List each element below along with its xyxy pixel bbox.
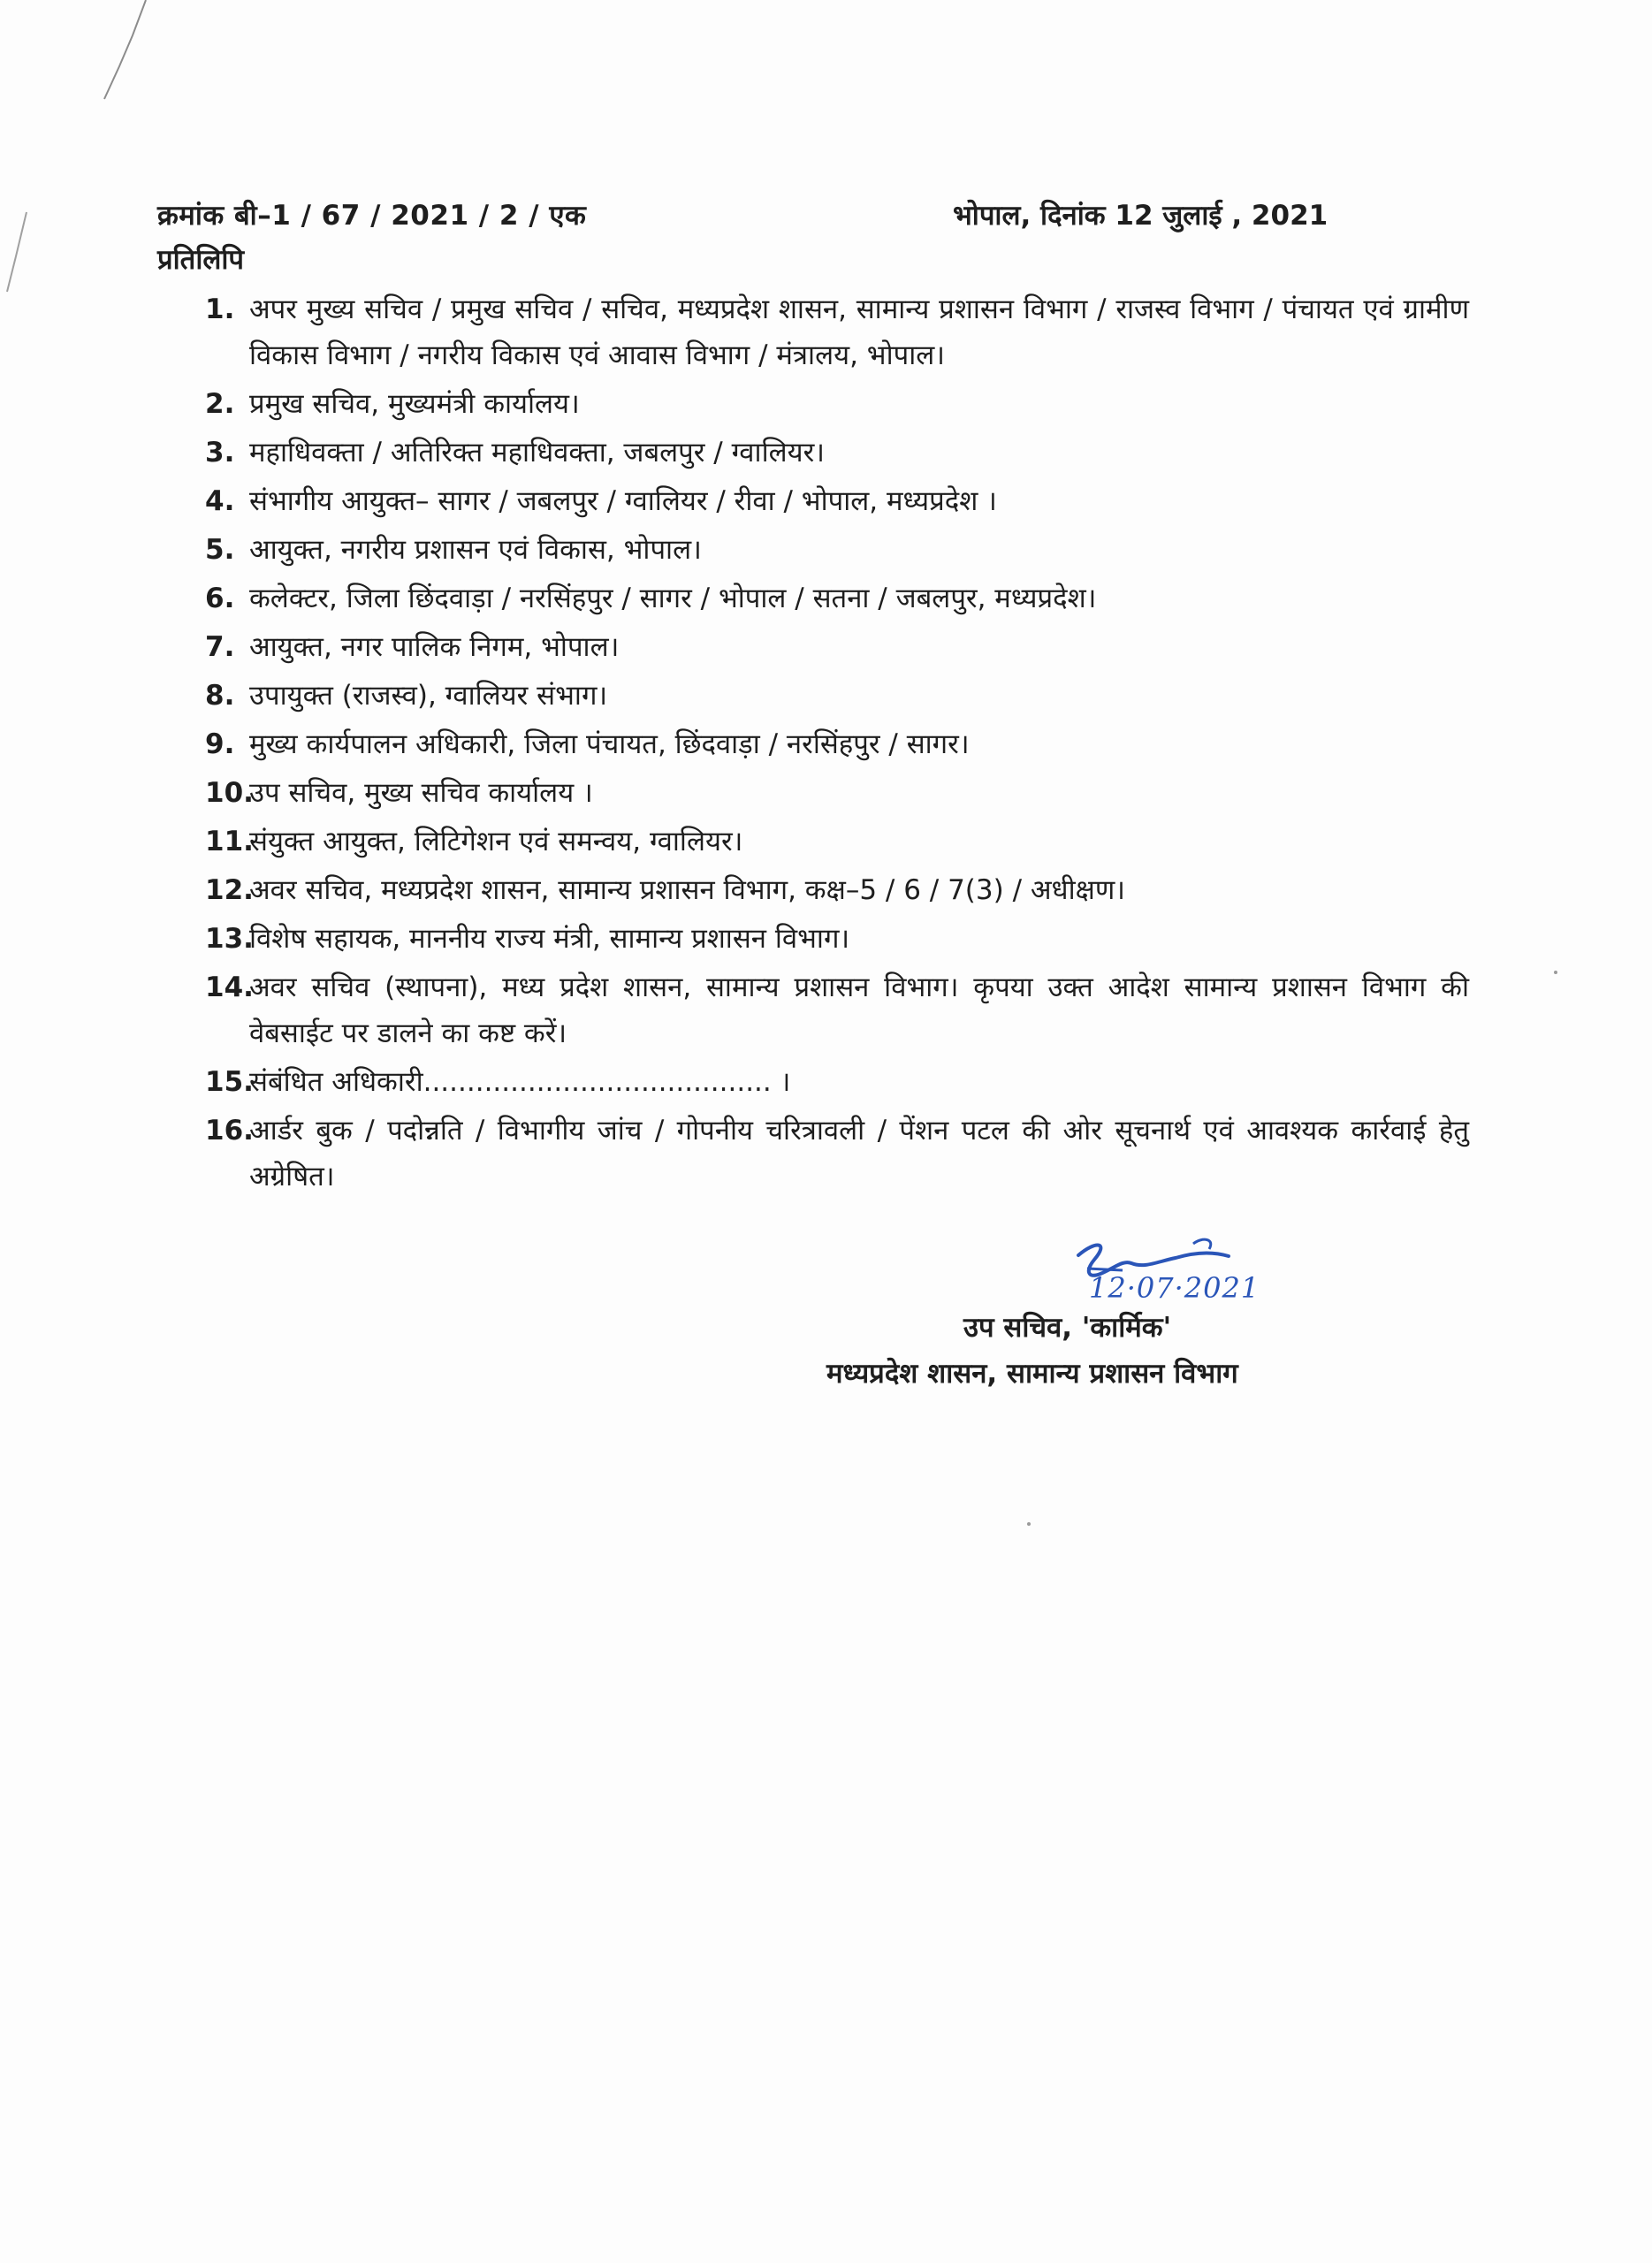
list-item — [205, 819, 1469, 865]
reference-number: क्रमांक बी–1 / 67 / 2021 / 2 / एक — [157, 200, 587, 232]
signatory-department: मध्यप्रदेश शासन, सामान्य प्रशासन विभाग — [826, 1358, 1238, 1390]
item-text: संयुक्त आयुक्त, लिटिगेशन एवं समन्वय, ग्वालियर। — [249, 826, 743, 857]
item-text: अवर सचिव, मध्यप्रदेश शासन, सामान्य प्रशासन विभाग, कक्ष–5 / 6 / 7(3) / अधीक्षण। — [249, 874, 1126, 906]
item-number: 9. — [205, 728, 235, 760]
copy-heading: प्रतिलिपि — [157, 244, 245, 276]
item-text: विशेष सहायक, माननीय राज्य मंत्री, सामान्य प्रशासन विभाग। — [249, 923, 850, 955]
item-number: 12. — [205, 874, 254, 906]
item-number: 6. — [205, 583, 235, 614]
list-item — [205, 381, 1469, 427]
item-text: आयुक्त, नगरीय प्रशासन एवं विकास, भोपाल। — [249, 534, 702, 566]
list-item — [205, 478, 1469, 524]
item-number: 4. — [205, 485, 235, 517]
item-text: कलेक्टर, जिला छिंदवाड़ा / नरसिंहपुर / सागर / भोपाल / सतना / जबलपुर, मध्यप्रदेश। — [249, 583, 1097, 614]
item-number: 2. — [205, 388, 235, 420]
list-item — [205, 430, 1469, 476]
list-item — [205, 1059, 1469, 1105]
item-number: 3. — [205, 437, 235, 469]
item-number: 15. — [205, 1066, 254, 1098]
item-text: आर्डर बुक / पदोन्नति / विभागीय जांच / गोपनीय चरित्रावली / पेंशन पटल की ओर सूचनार्थ एवं आवश्यक कार्रवाई हेतु अग्रेषित। — [249, 1115, 1469, 1192]
item-number: 10. — [205, 777, 254, 809]
recipient-list — [205, 286, 1469, 1202]
item-number: 7. — [205, 631, 235, 663]
item-number: 8. — [205, 680, 235, 712]
list-item — [205, 721, 1469, 767]
list-item — [205, 964, 1469, 1056]
signatory-designation: उप सचिव, 'कार्मिक' — [963, 1312, 1172, 1344]
item-text: संभागीय आयुक्त– सागर / जबलपुर / ग्वालियर / रीवा / भोपाल, मध्यप्रदेश । — [249, 485, 997, 517]
list-item — [205, 867, 1469, 913]
list-item — [205, 624, 1469, 670]
signature-date: 12·07·2021 — [1089, 1271, 1260, 1305]
list-item — [205, 770, 1469, 816]
scan-edge-mark — [0, 0, 177, 318]
list-item — [205, 575, 1469, 621]
item-number: 5. — [205, 534, 235, 566]
list-item — [205, 527, 1469, 573]
item-number: 1. — [205, 293, 235, 325]
item-text: अवर सचिव (स्थापना), मध्य प्रदेश शासन, सामान्य प्रशासन विभाग। कृपया उक्त आदेश सामान्य प्रशासन विभाग की वेबसाईट पर डालने का कष्ट करें। — [249, 971, 1469, 1049]
item-text: महाधिवक्ता / अतिरिक्त महाधिवक्ता, जबलपुर / ग्वालियर। — [249, 437, 826, 469]
scan-speck — [1554, 971, 1557, 974]
item-number: 11. — [205, 826, 254, 857]
list-item — [205, 916, 1469, 962]
item-number: 16. — [205, 1115, 254, 1147]
item-text: प्रमुख सचिव, मुख्यमंत्री कार्यालय। — [249, 388, 580, 420]
item-text: आयुक्त, नगर पालिक निगम, भोपाल। — [249, 631, 620, 663]
place-and-date: भोपाल, दिनांक 12 जुलाई , 2021 — [953, 200, 1328, 232]
list-item — [205, 673, 1469, 719]
item-text: उप सचिव, मुख्य सचिव कार्यालय । — [249, 777, 593, 809]
item-number: 13. — [205, 923, 254, 955]
list-item — [205, 286, 1469, 378]
item-text: संबंधित अधिकारी........................................ । — [249, 1066, 791, 1098]
item-text: उपायुक्त (राजस्व), ग्वालियर संभाग। — [249, 680, 608, 712]
item-text: मुख्य कार्यपालन अधिकारी, जिला पंचायत, छिंदवाड़ा / नरसिंहपुर / सागर। — [249, 728, 970, 760]
list-item — [205, 1108, 1469, 1200]
item-text: अपर मुख्य सचिव / प्रमुख सचिव / सचिव, मध्यप्रदेश शासन, सामान्य प्रशासन विभाग / राजस्व विभाग / पंचायत एवं ग्रामीण विकास विभाग / नगरीय विकास एवं आवास विभाग / मंत्रालय, भोपाल। — [249, 293, 1469, 371]
scan-speck — [1027, 1522, 1031, 1526]
item-number: 14. — [205, 971, 254, 1003]
